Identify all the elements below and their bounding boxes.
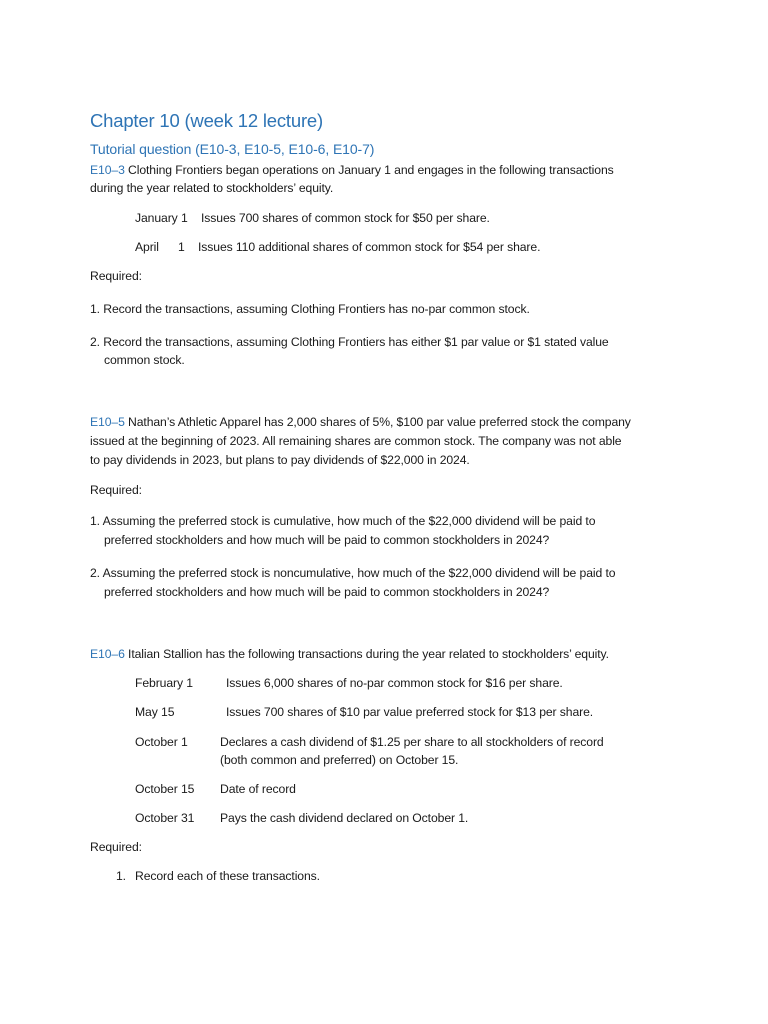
e10-6-desc-3-line2: (both common and preferred) on October 15. — [220, 753, 459, 767]
e10-5-req2-line2: preferred stockholders and how much will be paid to common stockholders in 2024? — [104, 585, 550, 599]
e10-3-desc-1: Issues 700 shares of common stock for $50 per share. — [201, 211, 490, 225]
e10-3-intro-line2: during the year related to stockholders’ equity. — [90, 181, 334, 195]
e10-6-date-2: May 15 — [135, 705, 175, 719]
e10-6-req1-number: 1. — [116, 869, 126, 883]
e10-6-desc-1: Issues 6,000 shares of no-par common stock for $16 per share. — [226, 676, 563, 690]
e10-6-desc-4: Date of record — [220, 782, 296, 796]
e10-5-intro-line3: to pay dividends in 2023, but plans to pay dividends of $22,000 in 2024. — [90, 453, 470, 467]
e10-6-desc-2: Issues 700 shares of $10 par value preferred stock for $13 per share. — [226, 705, 594, 719]
e10-3-date-2: April — [135, 240, 159, 254]
e10-3-code: E10–3 — [90, 163, 125, 177]
e10-3-day-2: 1 — [178, 240, 185, 254]
e10-6-required-label: Required: — [90, 840, 142, 854]
e10-3-required-label: Required: — [90, 269, 142, 283]
e10-6-date-1: February 1 — [135, 676, 193, 690]
e10-3-intro-line1 — [90, 161, 614, 179]
e10-5-intro-line1 — [90, 413, 631, 431]
e10-3-req2-line2: common stock. — [104, 353, 185, 367]
tutorial-title: Tutorial question (E10-3, E10-5, E10-6, E10-7) — [90, 141, 375, 157]
e10-5-req1-line2: preferred stockholders and how much will be paid to common stockholders in 2024? — [104, 533, 550, 547]
e10-6-intro — [90, 645, 609, 663]
e10-6-desc-3: Declares a cash dividend of $1.25 per share to all stockholders of record — [220, 735, 604, 749]
e10-3-req1: 1. Record the transactions, assuming Clothing Frontiers has no-par common stock. — [90, 302, 530, 316]
e10-3-desc-2: Issues 110 additional shares of common stock for $54 per share. — [198, 240, 541, 254]
e10-3-intro-text: Clothing Frontiers began operations on January 1 and engages in the following transactions — [124, 163, 614, 177]
e10-5-intro-text: Nathan’s Athletic Apparel has 2,000 shares of 5%, $100 par value preferred stock the company — [124, 415, 631, 429]
e10-5-req1-line1: 1. Assuming the preferred stock is cumulative, how much of the $22,000 dividend will be paid to — [90, 514, 596, 528]
e10-3-date-1: January 1 — [135, 211, 188, 225]
e10-6-intro-text: Italian Stallion has the following transactions during the year related to stockholders’ equity. — [124, 647, 609, 661]
e10-3-req2-line1: 2. Record the transactions, assuming Clothing Frontiers has either $1 par value or $1 stated value — [90, 335, 609, 349]
e10-6-req1: Record each of these transactions. — [135, 869, 320, 883]
chapter-title: Chapter 10 (week 12 lecture) — [90, 110, 323, 131]
e10-6-date-3: October 1 — [135, 735, 188, 749]
e10-5-code: E10–5 — [90, 415, 125, 429]
e10-6-code: E10–6 — [90, 647, 125, 661]
e10-5-req2-line1: 2. Assuming the preferred stock is noncumulative, how much of the $22,000 dividend will be paid to — [90, 566, 616, 580]
e10-6-desc-5: Pays the cash dividend declared on October 1. — [220, 811, 469, 825]
e10-5-intro-line2: issued at the beginning of 2023. All remaining shares are common stock. The company was not able — [90, 434, 622, 448]
e10-6-date-4: October 15 — [135, 782, 195, 796]
e10-5-required-label: Required: — [90, 483, 142, 497]
e10-6-date-5: October 31 — [135, 811, 195, 825]
